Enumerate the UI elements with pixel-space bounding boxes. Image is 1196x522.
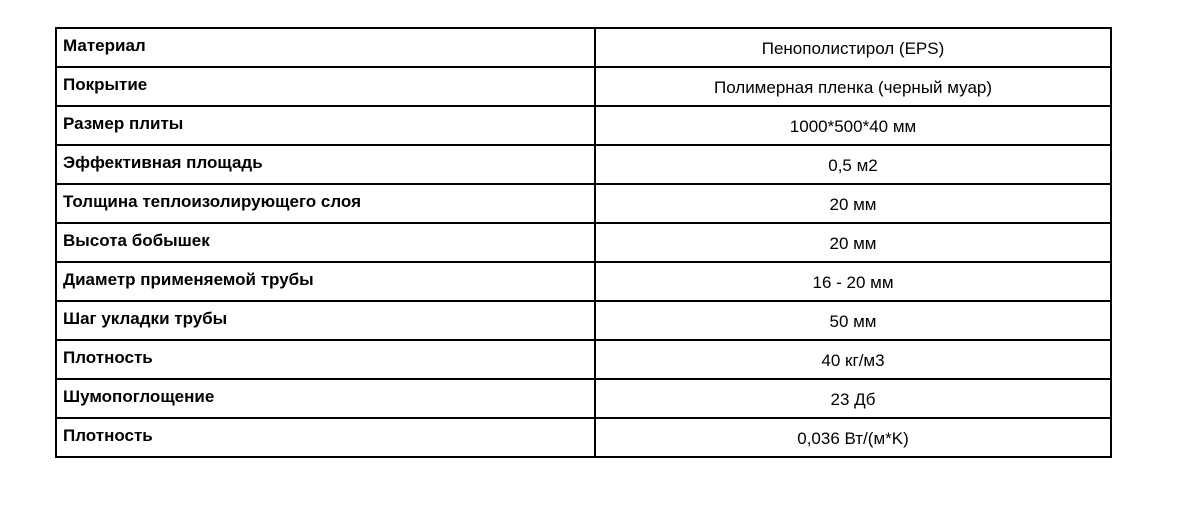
table-row bbox=[56, 379, 1111, 418]
row-label: Материал bbox=[56, 28, 595, 67]
row-value: 1000*500*40 мм bbox=[595, 106, 1111, 145]
table-row bbox=[56, 184, 1111, 223]
row-value: Пенополистирол (EPS) bbox=[595, 28, 1111, 67]
table-row bbox=[56, 301, 1111, 340]
table-row bbox=[56, 28, 1111, 67]
row-value: 20 мм bbox=[595, 223, 1111, 262]
row-value: 16 - 20 мм bbox=[595, 262, 1111, 301]
specs-table bbox=[55, 27, 1112, 458]
row-value: 0,5 м2 bbox=[595, 145, 1111, 184]
row-value: 23 Дб bbox=[595, 379, 1111, 418]
row-label: Эффективная площадь bbox=[56, 145, 595, 184]
row-label: Высота бобышек bbox=[56, 223, 595, 262]
table-row bbox=[56, 67, 1111, 106]
table-row bbox=[56, 262, 1111, 301]
row-label: Плотность bbox=[56, 340, 595, 379]
row-value: 20 мм bbox=[595, 184, 1111, 223]
table-row bbox=[56, 106, 1111, 145]
row-label: Диаметр применяемой трубы bbox=[56, 262, 595, 301]
row-label: Покрытие bbox=[56, 67, 595, 106]
row-value: 50 мм bbox=[595, 301, 1111, 340]
table-row bbox=[56, 223, 1111, 262]
row-value: Полимерная пленка (черный муар) bbox=[595, 67, 1111, 106]
row-label: Плотность bbox=[56, 418, 595, 457]
row-label: Толщина теплоизолирующего слоя bbox=[56, 184, 595, 223]
row-value: 40 кг/м3 bbox=[595, 340, 1111, 379]
row-label: Шаг укладки трубы bbox=[56, 301, 595, 340]
row-value: 0,036 Вт/(м*K) bbox=[595, 418, 1111, 457]
row-label: Размер плиты bbox=[56, 106, 595, 145]
table-row bbox=[56, 340, 1111, 379]
table-row bbox=[56, 145, 1111, 184]
table-row bbox=[56, 418, 1111, 457]
row-label: Шумопоглощение bbox=[56, 379, 595, 418]
